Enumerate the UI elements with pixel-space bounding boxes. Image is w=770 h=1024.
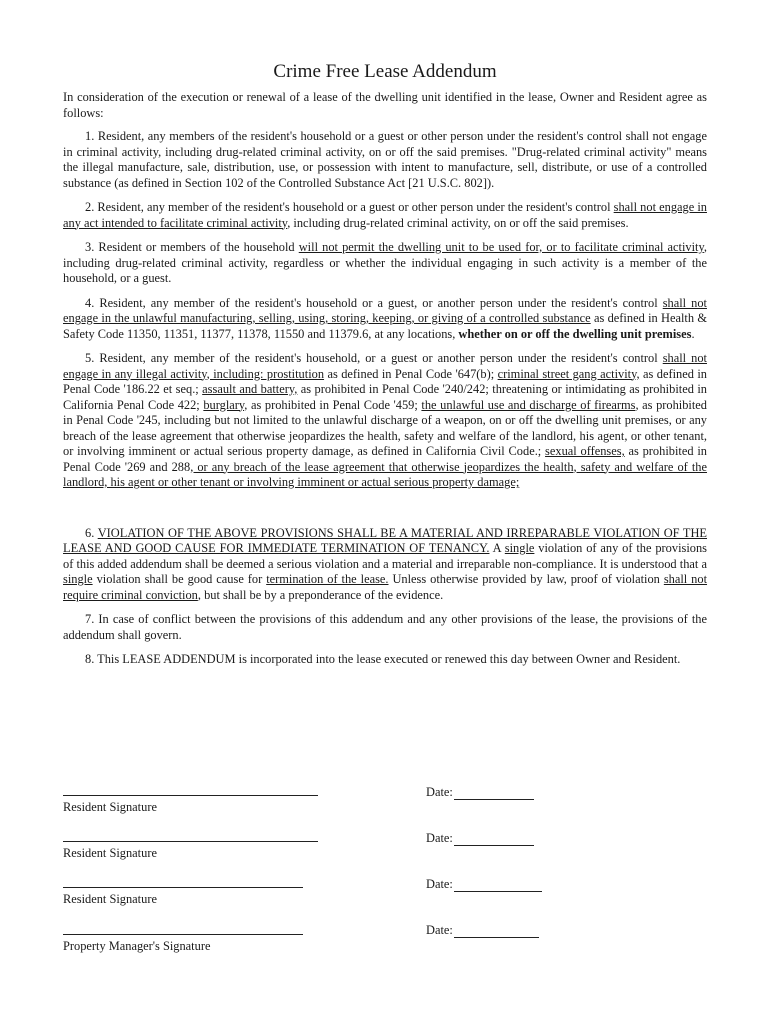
clause-6 (63, 526, 707, 604)
intro-paragraph: In consideration of the execution or renewal of a lease of the dwelling unit identified in the lease, Owner and Resident agree as follows: (63, 90, 707, 120)
date-field-4[interactable] (426, 923, 539, 938)
clause-5-text-d: as prohibited in Penal Code '240/242; threatening or intimidating as prohibited in California Penal Code 422; (63, 382, 707, 412)
clause-5-underline-6: sexual offenses, (545, 444, 625, 458)
date-label-4: Date: (426, 923, 453, 937)
clause-4-text: 4. Resident, any member of the resident's household or a guest, or another person under the resident's control (85, 295, 663, 310)
clause-5-text-e: as prohibited in Penal Code '459; (247, 397, 422, 412)
signature-label-2: Resident Signature (63, 846, 157, 860)
clause-1: 1. Resident, any members of the resident's household or a guest or other person under the resident's control shall not engage in criminal activity, including drug-related criminal activity, on or off the said premises. "Drug-related criminal activity" means the illegal manufacture, sale, distribution, use, or possession with intent to manufacture, sell, distribute, or use of a controlled substance (as defined in Section 102 of the Controlled Substance Act [21 U.S.C. 802]). (63, 129, 707, 190)
clause-5 (63, 351, 707, 491)
clause-7: 7. In case of conflict between the provisions of this addendum and any other provisions of the lease, the provisions of the addendum shall govern. (63, 612, 707, 642)
clause-6-underline-1: VIOLATION OF THE ABOVE PROVISIONS SHALL BE A MATERIAL AND IRREPARABLE VIOLATION OF THE LEASE AND GOOD CAUSE FOR IMMEDIATE TERMINATION OF TENANCY. (63, 525, 708, 555)
date-field-3[interactable] (426, 877, 542, 892)
signature-line-2[interactable] (63, 841, 318, 842)
clause-6-text-c: violation of any of the provisions of this added addendum shall be deemed a serious violation and a material and irreparable non-compliance. It is understood that a (63, 541, 707, 571)
clause-4-text-end: . (691, 326, 695, 341)
clause-5-text-c: as defined in Penal Code '186.22 et seq.; (63, 366, 708, 396)
clause-6-text-d: violation shall be good cause for (92, 572, 267, 586)
clause-3-underline: will not permit the dwelling unit to be used for, or to facilitate criminal activity (298, 240, 704, 254)
clause-6-underline-4: termination of the lease. (266, 572, 389, 586)
clause-2-text: 2. Resident, any member of the resident's household or a guest or other person under the resident's control (85, 200, 614, 214)
signature-label-1: Resident Signature (63, 800, 157, 814)
date-blank-4[interactable] (454, 926, 539, 938)
signature-block-4 (63, 934, 303, 954)
signature-line-4[interactable] (63, 934, 303, 935)
clause-5-text-f: , as prohibited in Penal Code '245, including but not limited to the unlawful discharge of a weapon, on or off the dwelling unit premises, or any breach of the lease agreement that otherwise jeopardizes the health, safety and welfare of the landlord, his agent, or other tenant, or involving imminent or actual serious property damage, as defined in California Civil Code.; (63, 397, 707, 458)
clause-3 (63, 240, 707, 287)
date-field-2[interactable] (426, 831, 534, 846)
date-blank-2[interactable] (454, 834, 534, 846)
clause-5-underline-1: shall not engage in any illegal activity, including: prostitution (63, 351, 707, 381)
document-body (63, 90, 707, 677)
signature-line-1[interactable] (63, 795, 318, 796)
clause-4 (63, 296, 707, 343)
document-title: Crime Free Lease Addendum (273, 61, 497, 82)
spacer (63, 500, 707, 526)
date-field-1[interactable] (426, 785, 534, 800)
clause-6-text-f: , but shall be by a preponderance of the evidence. (197, 587, 444, 602)
clause-5-underline-4: burglary, (203, 397, 248, 412)
clause-3-text: 3. Resident or members of the household (85, 240, 299, 254)
clause-5-underline-2: criminal street gang activity, (497, 366, 640, 381)
clause-5-text-g: as prohibited in Penal Code '269 and 288 (63, 444, 707, 474)
clause-5-underline-5: the unlawful use and discharge of firearms (421, 397, 636, 412)
clause-5-text-b: as defined in Penal Code '647(b); (324, 366, 498, 381)
clause-6-text-a: 6. (85, 525, 98, 540)
clause-2-underline: shall not engage in any act intended to facilitate criminal activity (63, 200, 707, 230)
clause-8: 8. This LEASE ADDENDUM is incorporated into the lease executed or renewed this day between Owner and Resident. (85, 652, 681, 666)
clause-5-underline-7: , or any breach of the lease agreement that otherwise jeopardizes the health, safety and welfare of the landlord, his agent or other tenant or involving imminent or actual serious property damage; (63, 459, 708, 489)
clause-4-underline: shall not engage in the unlawful manufacturing, selling, using, storing, keeping, or giving of a controlled substance (63, 295, 707, 325)
signature-block-3 (63, 887, 303, 907)
clause-2 (63, 200, 707, 231)
date-blank-1[interactable] (454, 788, 534, 800)
clause-6-underline-2: single (504, 541, 535, 555)
date-blank-3[interactable] (454, 880, 542, 892)
clause-5-text-a: 5. Resident, any member of the resident's household, or a guest or another person under the resident's control (85, 351, 663, 365)
signature-block-2 (63, 841, 318, 861)
clause-5-underline-3: assault and battery, (202, 382, 298, 396)
signature-label-4: Property Manager's Signature (63, 939, 211, 953)
signature-line-3[interactable] (63, 887, 303, 888)
date-label-2: Date: (426, 831, 453, 845)
clause-6-text-b: A (489, 541, 505, 555)
signature-label-3: Resident Signature (63, 892, 157, 906)
clause-3-text-end: , including drug-related criminal activity, regardless or whether the individual engaging in such activity is a member of the household, or a guest. (63, 240, 707, 285)
clause-4-bold: whether on or off the dwelling unit premises (458, 326, 692, 341)
clause-6-underline-3: single (63, 572, 93, 586)
date-label-1: Date: (426, 785, 453, 799)
clause-4-text-mid: as defined in Health & Safety Code 11350, 11351, 11377, 11378, 11550 and 11379.6, at any locations, (63, 311, 707, 341)
clause-2-text-end: , including drug-related criminal activity, on or off the said premises. (287, 215, 629, 230)
date-label-3: Date: (426, 877, 453, 891)
clause-6-underline-5: shall not require criminal conviction (63, 572, 708, 602)
signature-block-1 (63, 795, 318, 815)
clause-6-text-e: Unless otherwise provided by law, proof of violation (388, 572, 664, 586)
